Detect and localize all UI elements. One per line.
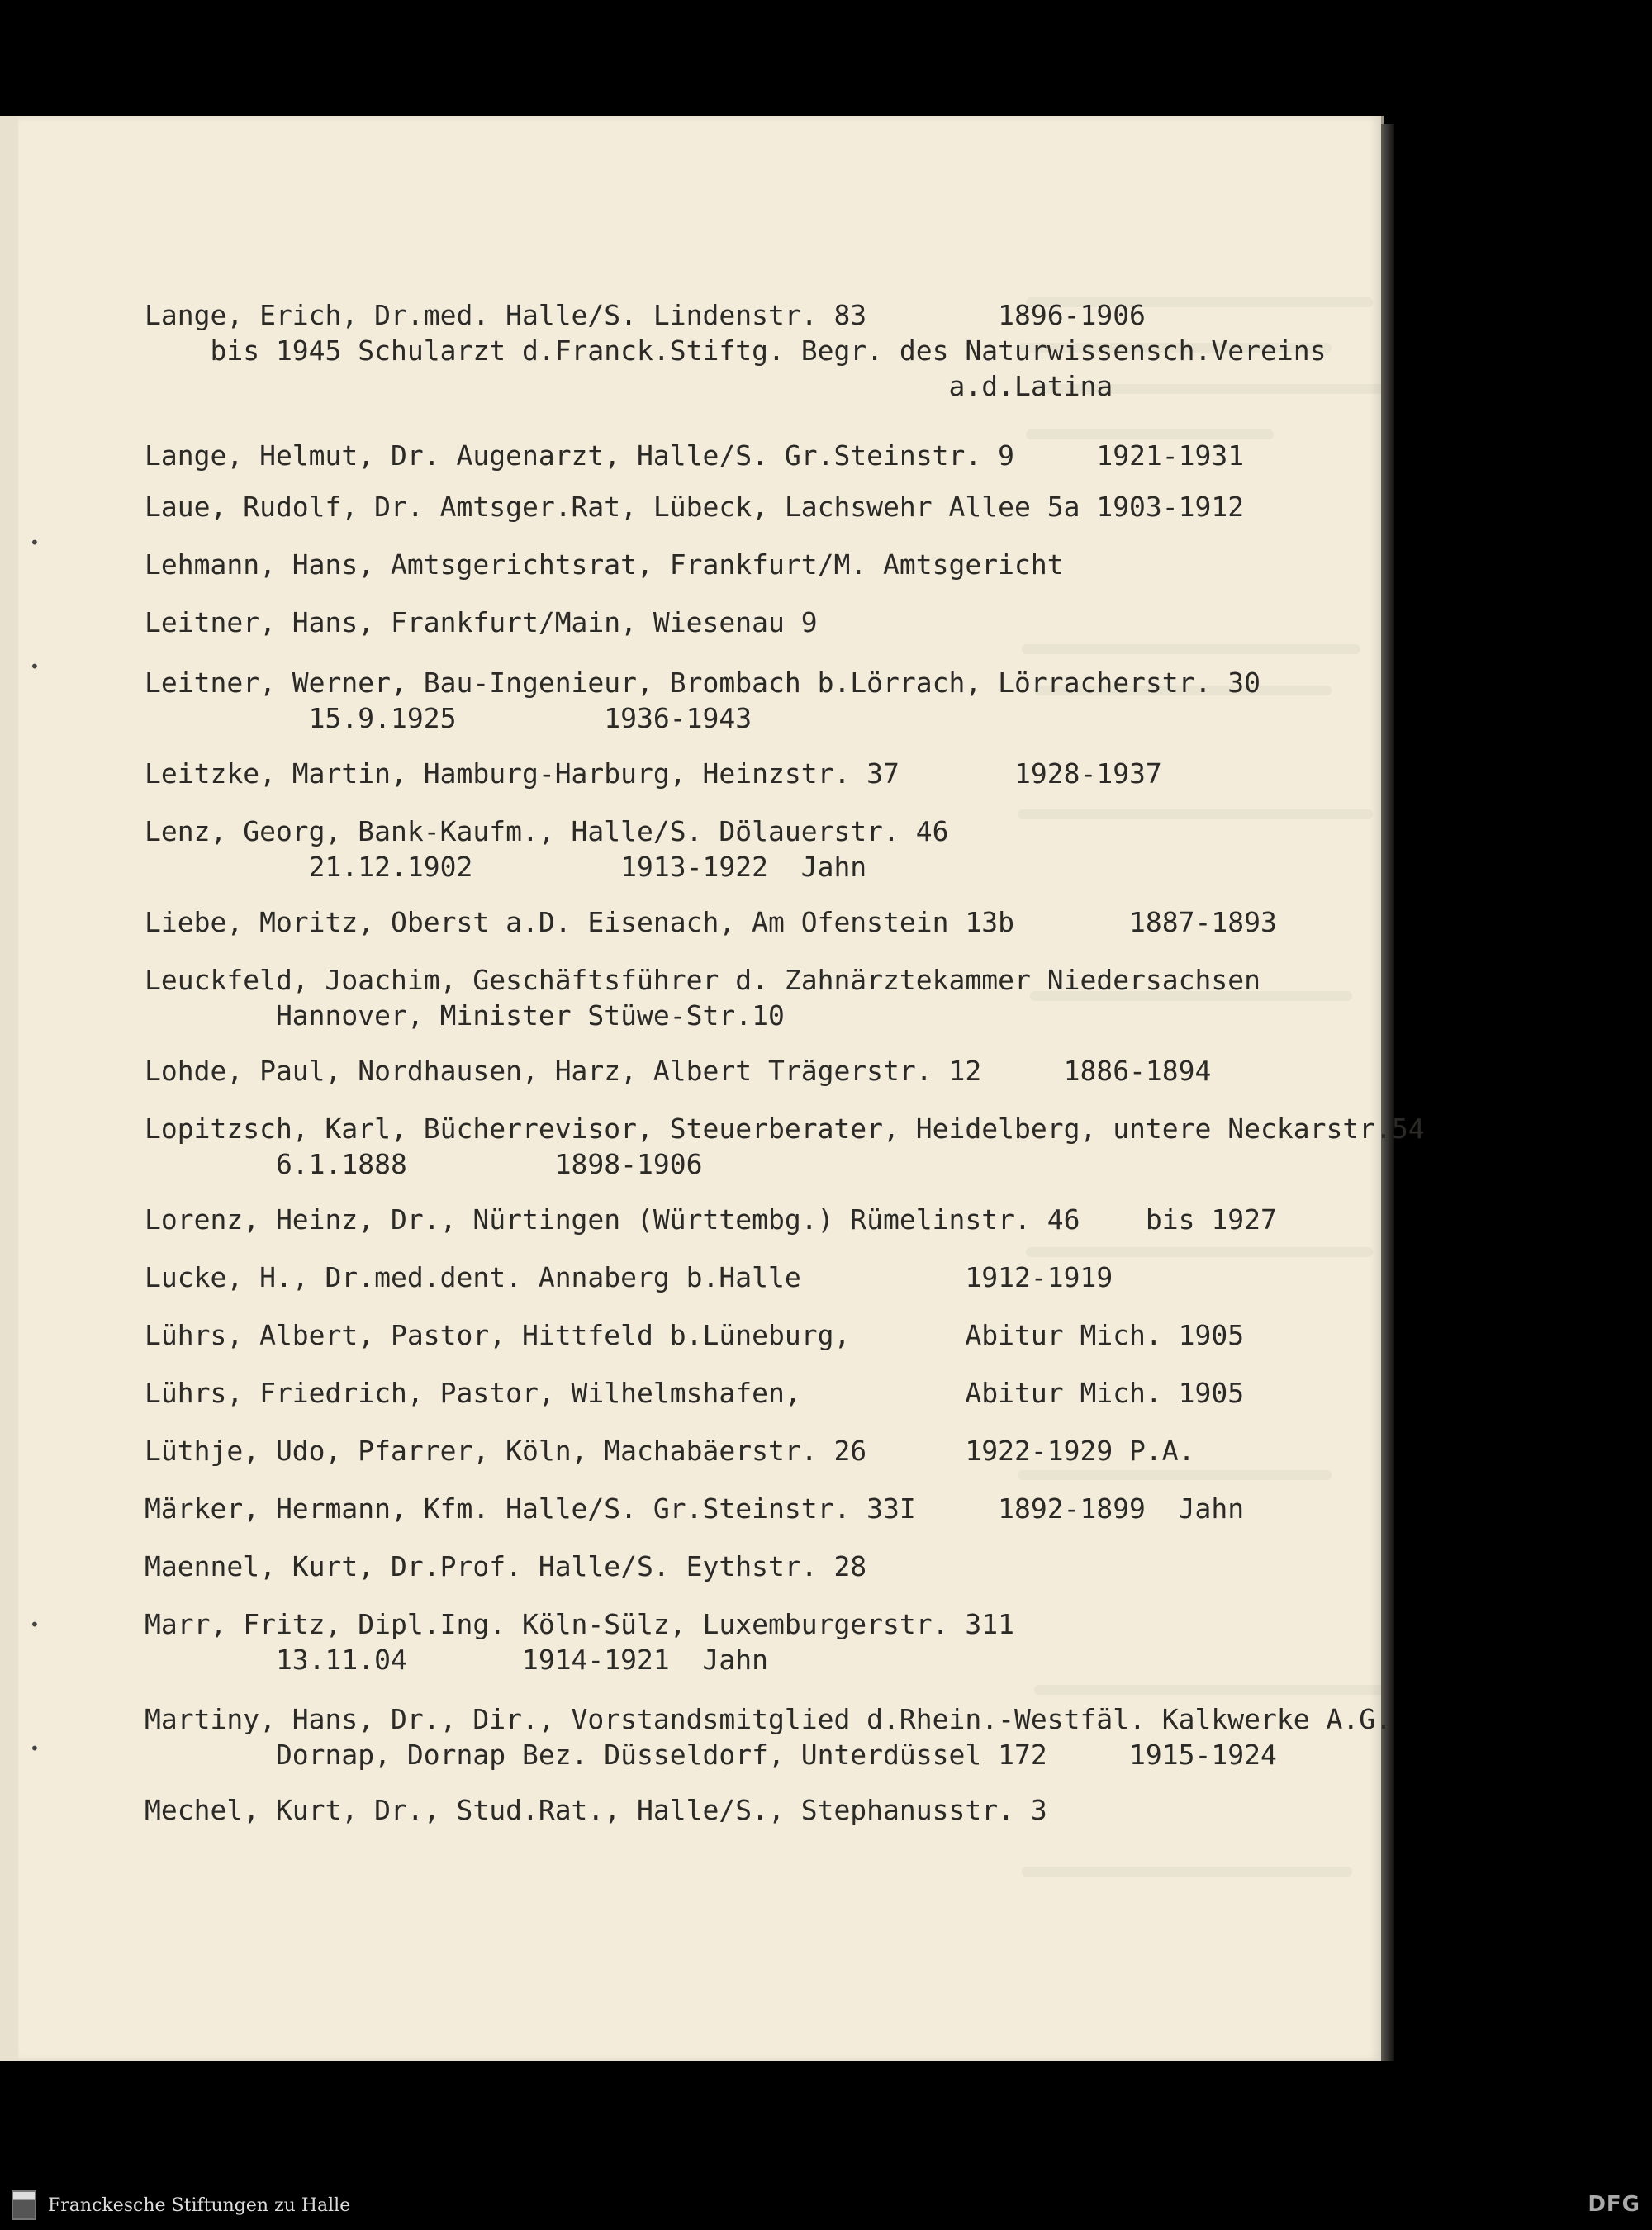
entry-line: Lange, Helmut, Dr. Augenarzt, Halle/S. Gr.Steinstr. 9 1921-1931: [145, 439, 1245, 472]
entry-line: Lohde, Paul, Nordhausen, Harz, Albert Trägerstr. 12 1886-1894: [145, 1055, 1212, 1087]
binding-hole-mark: •: [30, 1615, 40, 1635]
binding-hole-mark: •: [30, 1739, 40, 1758]
entry-line: Leitner, Werner, Bau-Ingenieur, Brombach b.Lörrach, Lörracherstr. 30: [145, 667, 1261, 699]
entry-line: Leitzke, Martin, Hamburg-Harburg, Heinzstr. 37 1928-1937: [145, 757, 1162, 790]
entry-line: Mechel, Kurt, Dr., Stud.Rat., Halle/S., Stephanusstr. 3: [145, 1794, 1047, 1826]
entry-line: 13.11.04 1914-1921 Jahn: [145, 1644, 768, 1676]
entry-line: Lucke, H., Dr.med.dent. Annaberg b.Halle 1912-1919: [145, 1261, 1113, 1293]
entry-line: Maennel, Kurt, Dr.Prof. Halle/S. Eythstr. 28: [145, 1550, 867, 1582]
institution-name: Franckesche Stiftungen zu Halle: [48, 2195, 351, 2216]
entry-line: 15.9.1925 1936-1943: [145, 702, 752, 734]
entry-line: bis 1945 Schularzt d.Franck.Stiftg. Begr. des Naturwissensch.Vereins: [145, 334, 1327, 367]
entry-line: 21.12.1902 1913-1922 Jahn: [145, 851, 867, 883]
entry-line: Lopitzsch, Karl, Bücherrevisor, Steuerberater, Heidelberg, untere Neckarstr.54: [145, 1113, 1425, 1145]
entry-line: Hannover, Minister Stüwe-Str.10: [145, 999, 785, 1032]
dfg-logo: DFG: [1588, 2192, 1640, 2217]
entry-line: Dornap, Dornap Bez. Düsseldorf, Unterdüssel 172 1915-1924: [145, 1739, 1277, 1771]
entry-line: Leuckfeld, Joachim, Geschäftsführer d. Zahnärztekammer Niedersachsen: [145, 964, 1261, 996]
entry-line: Liebe, Moritz, Oberst a.D. Eisenach, Am Ofenstein 13b 1887-1893: [145, 906, 1277, 938]
entry-line: Märker, Hermann, Kfm. Halle/S. Gr.Steinstr. 33I 1892-1899 Jahn: [145, 1492, 1245, 1525]
adjacent-page-edge: [0, 116, 20, 2061]
entry-line: Marr, Fritz, Dipl.Ing. Köln-Sülz, Luxemburgerstr. 311: [145, 1608, 1014, 1640]
entry-line: Laue, Rudolf, Dr. Amtsger.Rat, Lübeck, Lachswehr Allee 5a 1903-1912: [145, 491, 1245, 523]
entry-line: Lehmann, Hans, Amtsgerichtsrat, Frankfurt/M. Amtsgericht: [145, 548, 1064, 581]
entry-line: 6.1.1888 1898-1906: [145, 1148, 703, 1180]
footer-bar: [0, 2180, 1652, 2230]
entry-line: Martiny, Hans, Dr., Dir., Vorstandsmitglied d.Rhein.-Westfäl. Kalkwerke A.G.: [145, 1703, 1392, 1735]
entry-line: Lenz, Georg, Bank-Kaufm., Halle/S. Dölauerstr. 46: [145, 815, 949, 847]
binding-hole-mark: •: [30, 657, 40, 676]
entry-line: Lorenz, Heinz, Dr., Nürtingen (Württembg.) Rümelinstr. 46 bis 1927: [145, 1203, 1277, 1236]
institution-logo-icon: [12, 2190, 36, 2220]
entry-line: Lüthje, Udo, Pfarrer, Köln, Machabäerstr. 26 1922-1929 P.A.: [145, 1435, 1195, 1467]
entry-line: Lührs, Albert, Pastor, Hittfeld b.Lüneburg, Abitur Mich. 1905: [145, 1319, 1245, 1351]
entry-line: Lührs, Friedrich, Pastor, Wilhelmshafen, Abitur Mich. 1905: [145, 1377, 1245, 1409]
page-edge-shadow: [1381, 124, 1394, 2061]
entry-line: Leitner, Hans, Frankfurt/Main, Wiesenau 9: [145, 606, 818, 638]
entry-line: Lange, Erich, Dr.med. Halle/S. Lindenstr. 83 1896-1906: [145, 299, 1146, 331]
binding-hole-mark: •: [30, 533, 40, 553]
entry-line: a.d.Latina: [145, 370, 1113, 402]
